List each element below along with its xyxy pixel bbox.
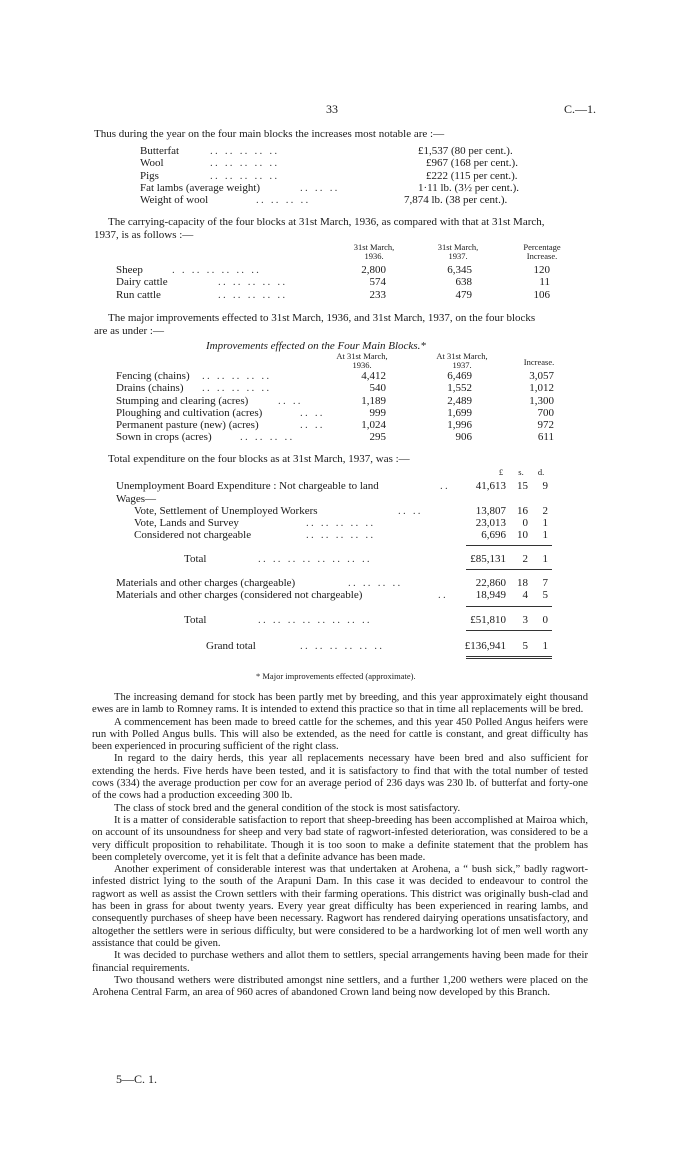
amount-shillings: 15 bbox=[517, 480, 528, 492]
sum-rule bbox=[466, 630, 552, 631]
expense-label: Considered not chargeable bbox=[134, 529, 252, 541]
cell: 999 bbox=[369, 407, 386, 419]
capacity-intro-line2: 1937, is as follows :— bbox=[94, 229, 194, 241]
amount-pence: 1 bbox=[542, 517, 548, 529]
cell: 540 bbox=[369, 382, 386, 394]
row-label: Sheep bbox=[116, 264, 143, 276]
paragraph: The increasing demand for stock has been partly met by breeding, and this year approximately eight thousand ewes are in lamb to Romney rams. It is intended to extend this practice so that in time all replacements will be bred. bbox=[92, 692, 588, 716]
total-label: Total bbox=[184, 553, 207, 565]
expense-label: Materials and other charges (chargeable) bbox=[116, 577, 296, 589]
row-label: Stumping and clearing (acres) bbox=[116, 395, 249, 407]
paragraph: A commencement has been made to breed cattle for the schemes, and this year 450 Polled Angus heifers were run with Polled Angus bulls. This will also be extended, as the need for cattle is constant, and great difficulty has been experienced in procuring sufficient of the right class. bbox=[92, 716, 588, 753]
increase-label: Wool bbox=[140, 157, 164, 169]
paragraph: In regard to the dairy herds, this year all replacements necessary have been bred and also sufficient for extending the herds. Five herds have been tested, and it is satisfactory to find that with the total number of tested cows (334) the average production per cow for an average period of 236 days was 230 lb. of butterfat and forty-one of the cows had a production exceeding 300 lb. bbox=[92, 753, 588, 802]
cell: 700 bbox=[537, 407, 554, 419]
cell: 638 bbox=[455, 276, 472, 288]
sum-rule bbox=[466, 569, 552, 570]
column-header: Percentage Increase. bbox=[523, 242, 561, 261]
amount-pence: 2 bbox=[542, 505, 548, 517]
column-header: 31st March, 1936. bbox=[353, 242, 395, 261]
paragraph: Two thousand wethers were distributed amongst nine settlers, and a further 1,200 wethers were placed on the Arohena Central Farm, an area of 960 acres of abandoned Crown land being now developed by this Branch. bbox=[92, 974, 588, 999]
body-text bbox=[92, 692, 588, 999]
amount-pounds: 41,613 bbox=[475, 480, 506, 492]
amount-shillings: 0 bbox=[522, 517, 528, 529]
document-ref: C.—1. bbox=[564, 102, 597, 116]
increase-value: £222 (115 per cent.). bbox=[426, 170, 518, 182]
sum-rule bbox=[466, 658, 552, 659]
capacity-intro-line1: The carrying-capacity of the four blocks at 31st March, 1936, as compared with that at 31st March, bbox=[108, 216, 545, 228]
amount-shillings: 18 bbox=[517, 577, 528, 589]
amount-pounds: 13,807 bbox=[475, 505, 506, 517]
increase-value: £1,537 (80 per cent.). bbox=[418, 145, 513, 157]
amount-pounds: 6,696 bbox=[481, 529, 506, 541]
amount-pounds: £85,131 bbox=[470, 553, 506, 565]
column-header: At 31st March, 1936. bbox=[336, 351, 388, 370]
grand-total-label: Grand total bbox=[206, 640, 256, 652]
cell: 2,489 bbox=[447, 395, 472, 407]
row-label: Run cattle bbox=[116, 289, 161, 301]
row-label: Sown in crops (acres) bbox=[116, 431, 212, 443]
column-header: 31st March, 1937. bbox=[437, 242, 479, 261]
amount-shillings: 10 bbox=[517, 529, 528, 541]
cell: 611 bbox=[537, 431, 554, 443]
column-header: At 31st March, 1937. bbox=[436, 351, 488, 370]
wages-heading: Wages— bbox=[116, 493, 157, 505]
increase-label: Pigs bbox=[140, 170, 159, 182]
amount-pence: 1 bbox=[542, 529, 548, 541]
column-header: s. bbox=[518, 467, 524, 477]
cell: 4,412 bbox=[361, 370, 386, 382]
increase-value: 7,874 lb. (38 per cent.). bbox=[404, 194, 508, 206]
expenditure-intro: Total expenditure on the four blocks as at 31st March, 1937, was :— bbox=[108, 453, 410, 465]
column-header: d. bbox=[537, 467, 545, 477]
cell: 972 bbox=[537, 419, 554, 431]
expense-label: Vote, Settlement of Unemployed Workers bbox=[134, 505, 318, 517]
cell: 120 bbox=[533, 264, 550, 276]
amount-pounds: £51,810 bbox=[470, 614, 506, 626]
page-number: 33 bbox=[326, 102, 338, 116]
amount-shillings: 3 bbox=[522, 614, 528, 626]
cell: 1,189 bbox=[361, 395, 386, 407]
improvements-intro-line2: are as under :— bbox=[94, 325, 164, 337]
sum-rule bbox=[466, 656, 552, 657]
cell: 3,057 bbox=[529, 370, 554, 382]
amount-pounds: £136,941 bbox=[464, 640, 506, 652]
row-label: Permanent pasture (new) (acres) bbox=[116, 419, 259, 431]
amount-pence: 1 bbox=[542, 553, 548, 565]
cell: 1,024 bbox=[361, 419, 386, 431]
increase-value: £967 (168 per cent.). bbox=[426, 157, 518, 169]
total-label: Total bbox=[184, 614, 207, 626]
footnote: * Major improvements effected (approximate). bbox=[256, 671, 416, 681]
amount-pounds: 22,860 bbox=[475, 577, 506, 589]
cell: 1,300 bbox=[529, 395, 554, 407]
column-header: £ bbox=[498, 467, 504, 477]
cell: 11 bbox=[539, 276, 550, 288]
cell: 2,800 bbox=[361, 264, 386, 276]
cell: 6,469 bbox=[447, 370, 472, 382]
document-page: 33 C.—1. Thus during the year on the four main blocks the increases most notable are :— Butterfat .. .. .. .. .. £1,537 (80 per cent.). Wool .. .. .. .. .. £967 (168 per cent.). Pigs .. .. .. .. .. £222 (115 per cent.). Fat lambs (average weight) .. .. .. 1·11 lb. (3½ per cent.). Weight of wool .. .. .. .. 7,874 lb. (38 per cent.). The carrying-capacity of the four blocks at 31st March, 1936, as compared with that at 31st March, 1937, is as follows :— 31st March, 1936. 31st March, 1937. Percentage Increase. Sheep . . .. .. .. .. .. 2,800 6,345 120 Dairy cattle .. .. .. .. .. 574 638 11 Run cattle .. .. .. .. .. 233 479 106 The major improvements effected to 31st March, 1936, and 31st March, 1937, on the four blocks are as under :— Improvements effected on the Four Main Blocks.* At 31st March, 1936. At 31st March, 1937. Increase. Fencing (chains) .. .. .. .. .. 4,412 6,469 3,057 Drains (chains) .. .. .. .. .. 540 1,552 1,012 Stumping and clearing (acres) .. .. 1,189 2,489 1,300 Ploughing and cultivation (acres) .. .. 999 1,699 700 Permanent pasture (new) (acres) .. .. 1,024 1,996 972 Sown in crops (acres) .. .. .. .. 295 906 611 Total expenditure on the four blocks as at 31st March, 1937, was :— £ s. d. Unemployment Board Expenditure : Not chargeable to land .. 41,613 15 9 Wages— Vote, Settlement of Unemployed Workers .. .. 13,807 16 2 Vote, Lands and Survey .. .. .. .. .. 23,013 0 1 Considered not chargeable .. .. .. .. .. 6,696 10 1 Total .. .. .. .. .. .. .. .. £85,131 2 1 Materials and other charges (chargeable) .. .. .. .. 22,860 18 7 Materials and other charges (considered not chargeable) .. 18,949 4 5 Total .. .. .. .. .. .. .. .. £51,810 3 0 Grand total .. .. .. .. .. .. £136,941 5 1 * Major improvements effected (approximate). The increasing demand for stock has been partly met by breeding, and this year approximately eight thousand ewes are in lamb to Romney rams. It is intended to extend this practice so that in time all replacements will be bred. A commencement has been made to breed cattle for the schemes, and this year 450 Polled Angus heifers were run with Polled Angus bulls. This will also be extended, as the need for cattle is constant, and great difficulty has been experienced in procuring sufficient of the right class. In regard to the dairy herds, this year all replacements necessary have been bred and also sufficient for extending the herds. Five herds have been tested, and it is satisfactory to find that with the total number of tested cows (334) the average production per cow for an average period of 236 days was 230 lb. of butterfat and forty-one of the cows had a production exceeding 300 lb. The class of stock bred and the general condition of the stock is most satisfactory. It is a matter of considerable satisfaction to report that sheep-breeding has been accomplished at Mairoa which, on account of its unsoundness for sheep and very bad state of ragwort-infested deterioration, was considered to be a very difficult proposition to rehabilitate. Though it is too soon to make a definite statement that the problem has been completely overcome, yet it is felt that a definite advance has been made. Another experiment of considerable interest was that undertaken at Arohena, a “ bush sick,” badly ragwort-infested district lying to the south of the Arapuni Dam. In this case it was decided to endeavour to control the ragwort as well as assist the Crown settlers with their farming operations. This district was originally bush-clad and has been in grass for about twenty years. Every year great difficulty has been experienced in rearing lambs, and consequently purchases of sheep have been necessary. Ragwort has rendered dairying operations unsatisfactory, and altogether the settlers were in serious difficulty, but were considered to be a hardworking lot of men well worth any assistance that could be given. It was decided to purchase wethers and allot them to settlers, special arrangements having been made for their financial requirements. Two thousand wethers were distributed amongst nine settlers, and a further 1,200 wethers were placed on the Arohena Central Farm, an area of 960 acres of abandoned Crown land being now developed by this Branch. 5—C. 1. bbox=[92, 102, 597, 1086]
amount-pence: 0 bbox=[542, 614, 548, 626]
improvements-intro-line1: The major improvements effected to 31st March, 1936, and 31st March, 1937, on the four blocks bbox=[108, 312, 536, 324]
cell: 1,699 bbox=[447, 407, 472, 419]
amount-shillings: 2 bbox=[522, 553, 528, 565]
increase-value: 1·11 lb. (3½ per cent.). bbox=[418, 182, 520, 194]
column-header: Increase. bbox=[523, 357, 555, 367]
amount-pounds: 23,013 bbox=[475, 517, 506, 529]
increase-label: Fat lambs (average weight) bbox=[140, 182, 261, 194]
sum-rule bbox=[466, 606, 552, 607]
paragraph: The class of stock bred and the general condition of the stock is most satisfactory. bbox=[114, 802, 461, 814]
cell: 479 bbox=[455, 289, 472, 301]
paragraph: It was decided to purchase wethers and allot them to settlers, special arrangements having been made for their financial requirements. bbox=[92, 950, 588, 974]
amount-pence: 9 bbox=[542, 480, 548, 492]
cell: 1,012 bbox=[529, 382, 554, 394]
cell: 574 bbox=[369, 276, 386, 288]
cell: 295 bbox=[369, 431, 386, 443]
expense-label: Unemployment Board Expenditure : Not chargeable to land bbox=[116, 480, 379, 492]
expense-label: Materials and other charges (considered not chargeable) bbox=[116, 589, 363, 601]
expense-label: Vote, Lands and Survey bbox=[134, 517, 239, 529]
cell: 6,345 bbox=[447, 264, 472, 276]
cell: 1,552 bbox=[447, 382, 472, 394]
row-label: Ploughing and cultivation (acres) bbox=[116, 407, 263, 419]
row-label: Dairy cattle bbox=[116, 276, 168, 288]
sum-rule bbox=[466, 545, 552, 546]
increase-label: Butterfat bbox=[140, 145, 180, 157]
amount-shillings: 4 bbox=[522, 589, 528, 601]
row-label: Drains (chains) bbox=[116, 382, 184, 394]
cell: 1,996 bbox=[447, 419, 472, 431]
paragraph: Another experiment of considerable interest was that undertaken at Arohena, a “ bush sick,” badly ragwort-infested district lying to the south of the Arapuni Dam. In this case it was decided to endeavour to control the ragwort as well as assist the Crown settlers with their farming operations. This district was originally bush-clad and has been in grass for about twenty years. Every year great difficulty has been experienced in rearing lambs, and consequently purchases of sheep have been necessary. Ragwort has rendered dairying operations unsatisfactory, and altogether the settlers were in serious difficulty, but were considered to be a hardworking lot of men well worth any assistance that could be given. bbox=[92, 864, 588, 949]
increase-label: Weight of wool bbox=[140, 194, 209, 206]
amount-pence: 5 bbox=[542, 589, 548, 601]
row-label: Fencing (chains) bbox=[116, 370, 190, 382]
cell: 233 bbox=[369, 289, 386, 301]
amount-pence: 1 bbox=[542, 640, 548, 652]
amount-pence: 7 bbox=[542, 577, 548, 589]
cell: 906 bbox=[455, 431, 472, 443]
paragraph: It is a matter of considerable satisfaction to report that sheep-breeding has been accomplished at Mairoa which, on account of its unsoundness for sheep and very bad state of ragwort-infested deterioration, was considered to be a very difficult proposition to rehabilitate. Though it is too soon to make a definite statement that the problem has been completely overcome, yet it is felt that a definite advance has been made. bbox=[92, 814, 588, 863]
page-footer: 5—C. 1. bbox=[116, 1072, 158, 1086]
cell: 106 bbox=[533, 289, 550, 301]
amount-shillings: 5 bbox=[522, 640, 528, 652]
increases-intro: Thus during the year on the four main blocks the increases most notable are :— bbox=[94, 128, 445, 140]
improvements-title: Improvements effected on the Four Main Blocks.* bbox=[206, 340, 426, 352]
amount-pounds: 18,949 bbox=[475, 589, 506, 601]
amount-shillings: 16 bbox=[517, 505, 528, 517]
